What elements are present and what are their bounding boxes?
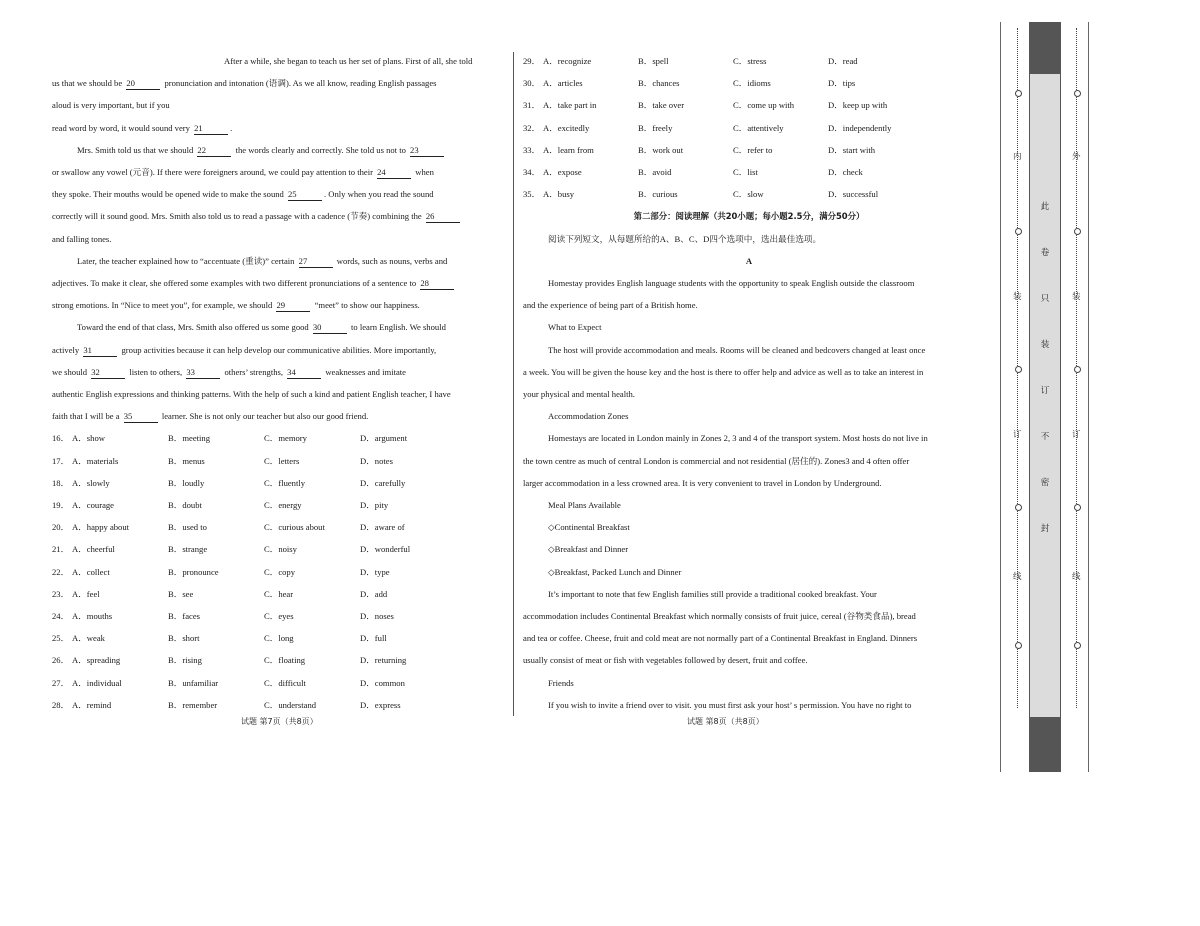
option-c: C．floating (264, 655, 306, 666)
question-number: 17． (52, 455, 70, 466)
option-a: A．slowly (72, 477, 110, 488)
binding-margin (1000, 22, 1090, 772)
option-a: A．individual (72, 677, 122, 688)
option-b: B．rising (168, 655, 202, 666)
option-a: A．weak (72, 633, 105, 644)
answer-blank: 33 (186, 366, 220, 379)
option-c: C．attentively (733, 122, 784, 133)
option-d: D．start with (828, 144, 876, 155)
passage-line: accommodation includes Continental Breakfast which normally consists of fruit juice, cereal (谷物类食品), bread (523, 611, 916, 622)
passage-line (52, 316, 504, 338)
option-d: D．carefully (360, 477, 406, 488)
option-b: B．pronounce (168, 566, 219, 577)
passage-line (52, 361, 504, 383)
option-c: C．come up with (733, 100, 795, 111)
binding-strip-char: 只 (1040, 294, 1050, 304)
binding-circle (1015, 366, 1022, 373)
passage-text: or swallow any vowel (元音). If there were foreigners around, we could pay attention to their (52, 167, 376, 178)
passage-text: adjectives. To make it clear, she offered some examples with two different pronunciations of a sentence to (52, 278, 419, 289)
option-c: C．letters (264, 455, 300, 466)
option-b: B．see (168, 588, 194, 599)
answer-blank: 25 (288, 188, 322, 201)
passage-text: strong emotions. In “Nice to meet you”, for example, we should (52, 300, 275, 311)
passage-line (52, 339, 504, 361)
option-d: D．type (360, 566, 390, 577)
option-c: C．slow (733, 189, 764, 200)
option-a: A．spreading (72, 655, 121, 666)
option-d: D．notes (360, 455, 393, 466)
option-b: B．avoid (638, 167, 672, 178)
passage-line: and the experience of being part of a British home. (523, 300, 698, 311)
question-number: 32． (523, 122, 541, 133)
option-row (523, 161, 975, 183)
option-d: D．read (828, 56, 858, 66)
option-row (523, 139, 975, 161)
question-number: 31． (523, 100, 541, 111)
option-c: C．eyes (264, 611, 294, 622)
passage-letter: A (745, 255, 753, 266)
option-b: B．doubt (168, 500, 202, 511)
option-d: D．full (360, 633, 387, 644)
option-b: B．chances (638, 78, 680, 89)
question-number: 34． (523, 167, 541, 178)
binding-circle (1015, 228, 1022, 235)
passage-text: After a while, she began to teach us her set of plans. First of all, she told (224, 56, 473, 66)
answer-blank: 20 (126, 77, 160, 90)
passage-line (52, 294, 504, 316)
binding-strip-char: 装 (1040, 340, 1050, 350)
passage-line: ◇Breakfast, Packed Lunch and Dinner (548, 566, 682, 577)
binding-char: 线 (1013, 572, 1022, 582)
option-a: A．articles (543, 78, 583, 89)
binding-strip-char: 不 (1040, 432, 1050, 442)
passage-line: a week. You will be given the house key and the host is there to offer help and advice as well as to take an interest in (523, 366, 924, 377)
option-a: A．mouths (72, 611, 113, 622)
option-d: D．noses (360, 611, 394, 622)
passage-line: Meal Plans Available (548, 500, 621, 511)
passage-text: listen to others, (127, 366, 185, 377)
passage-line: Friends (548, 677, 574, 688)
option-d: D．independently (828, 122, 892, 133)
option-c: C．difficult (264, 677, 306, 688)
option-row (52, 649, 504, 671)
binding-circle (1074, 642, 1081, 649)
binding-strip-char: 密 (1040, 478, 1050, 488)
option-row (52, 472, 504, 494)
option-row (52, 627, 504, 649)
option-c: C．idioms (733, 78, 771, 89)
option-c: C．understand (264, 699, 317, 710)
answer-blank: 29 (276, 299, 310, 312)
question-number: 30． (523, 78, 541, 89)
cloze-options-list (52, 427, 504, 716)
right-column (523, 50, 975, 716)
page-footer-left: 试题 第7页（共8页） (241, 717, 318, 726)
passage-text: learner. She is not only our teacher but also our good friend. (159, 411, 369, 422)
passage-text: “meet” to show our happiness. (312, 300, 420, 311)
binding-border-right (1088, 22, 1089, 772)
option-row (52, 605, 504, 627)
passage-line: usually consist of meat or fish with vegetables followed by desert, fruit and coffee. (523, 655, 808, 666)
question-number: 19． (52, 500, 70, 511)
option-row (52, 561, 504, 583)
passage-text: faith that I will be a (52, 411, 122, 422)
passage-text: Toward the end of that class, Mrs. Smith also offered us some good (77, 322, 311, 333)
answer-blank: 32 (91, 366, 125, 379)
passage-line (52, 72, 504, 94)
passage-line: your physical and mental health. (523, 389, 635, 400)
option-a: A．take part in (543, 100, 597, 111)
answer-blank: 35 (124, 410, 158, 423)
passage-line (52, 405, 504, 427)
binding-strip-top-block (1030, 22, 1060, 74)
passage-line (52, 383, 504, 405)
option-c: C．refer to (733, 144, 773, 155)
option-d: D．wonderful (360, 544, 411, 555)
passage-text: correctly will it sound good. Mrs. Smith also told us to read a passage with a cadence (节奏) combining the (52, 211, 424, 222)
option-row (52, 694, 504, 716)
passage-line: Homestay provides English language students with the opportunity to speak English outside the classroom (548, 278, 915, 289)
passage-text: actively (52, 344, 82, 355)
option-c: C．long (264, 633, 294, 644)
binding-strip-char: 订 (1040, 386, 1050, 396)
question-number: 35． (523, 189, 541, 200)
binding-strip-char: 卷 (1040, 248, 1050, 258)
option-c: C．stress (733, 56, 767, 66)
question-number: 21． (52, 544, 70, 555)
question-number: 27． (52, 677, 70, 688)
binding-char: 线 (1072, 572, 1081, 582)
option-row (523, 94, 975, 116)
passage-text: words, such as nouns, verbs and (334, 255, 448, 266)
binding-circle (1074, 90, 1081, 97)
section-instruction: 阅读下列短文，从每题所给的A、B、C、D四个选项中，选出最佳选项。 (548, 233, 822, 244)
option-row (52, 538, 504, 560)
option-d: D．pity (360, 500, 389, 511)
passage-line (52, 94, 504, 116)
option-d: D．keep up with (828, 100, 888, 111)
option-a: A．happy about (72, 522, 130, 533)
option-a: A．excitedly (543, 122, 590, 133)
question-number: 25． (52, 633, 70, 644)
answer-blank: 27 (299, 255, 333, 268)
passage-line (52, 272, 504, 294)
binding-circle (1074, 504, 1081, 511)
option-d: D．aware of (360, 522, 405, 533)
option-d: D．successful (828, 189, 879, 200)
binding-char: 装 (1013, 292, 1022, 302)
passage-text: to learn English. We should (348, 322, 446, 333)
option-row (52, 427, 504, 449)
passage-text: Mrs. Smith told us that we should (77, 144, 196, 155)
option-a: A．collect (72, 566, 110, 577)
page-footer-right: 试题 第8页（共8页） (687, 717, 764, 726)
passage-line: and tea or coffee. Cheese, fruit and cold meat are not normally part of a Continental Breakfast in England. Dinners (523, 633, 918, 644)
question-number: 22． (52, 566, 70, 577)
option-d: D．add (360, 588, 388, 599)
passage-text: read word by word, it would sound very (52, 122, 193, 133)
passage-text: . (230, 122, 233, 133)
passage-line: ◇Continental Breakfast (548, 522, 630, 533)
binding-circle (1015, 504, 1022, 511)
answer-blank: 30 (313, 321, 347, 334)
cloze-options-list-continued (523, 50, 975, 205)
passage-line: It’s important to note that few English families still provide a traditional cooked breakfast. Your (548, 588, 877, 599)
passage-line: If you wish to invite a friend over to visit. you must first ask your host’ s permission. You have no right to (548, 699, 912, 710)
binding-circle (1074, 366, 1081, 373)
option-d: D．express (360, 699, 401, 710)
reading-passage (523, 272, 975, 716)
option-b: B．menus (168, 455, 205, 466)
option-row (52, 450, 504, 472)
passage-text: aloud is very important, but if you (52, 100, 170, 111)
passage-line: Homestays are located in London mainly in Zones 2, 3 and 4 of the transport system. Most hosts do not live in (548, 433, 928, 444)
binding-strip (1029, 22, 1061, 772)
answer-blank: 34 (287, 366, 321, 379)
option-b: B．short (168, 633, 200, 644)
passage-text: weaknesses and imitate (323, 366, 406, 377)
passage-line (52, 161, 504, 183)
answer-blank: 26 (426, 210, 460, 223)
binding-char: 订 (1013, 430, 1022, 440)
option-c: C．fluently (264, 477, 306, 488)
passage-text: and falling tones. (52, 233, 112, 244)
passage-line (52, 139, 504, 161)
option-b: B．remember (168, 699, 218, 710)
option-a: A．busy (543, 189, 575, 200)
question-number: 16． (52, 433, 70, 444)
option-b: B．freely (638, 122, 673, 133)
passage-text: they spoke. Their mouths would be opened wide to make the sound (52, 189, 286, 200)
option-a: A．learn from (543, 144, 594, 155)
passage-text: others’ strengths, (222, 366, 286, 377)
option-a: A．recognize (543, 56, 592, 66)
binding-circle (1015, 642, 1022, 649)
cloze-passage (52, 50, 504, 427)
option-c: C．curious about (264, 522, 325, 533)
question-number: 23． (52, 588, 70, 599)
question-number: 33． (523, 144, 541, 155)
option-b: B．faces (168, 611, 200, 622)
passage-text: the words clearly and correctly. She told us not to (233, 144, 409, 155)
binding-circle (1074, 228, 1081, 235)
passage-line (52, 117, 504, 139)
passage-text: when (413, 167, 434, 178)
option-b: B．work out (638, 144, 684, 155)
passage-text: Later, the teacher explained how to “accentuate (重读)” certain (77, 255, 297, 266)
binding-char: 内 (1013, 152, 1022, 162)
option-a: A．cheerful (72, 544, 115, 555)
option-row (52, 494, 504, 516)
passage-text: group activities because it can help develop our communicative abilities. More importantly, (119, 344, 437, 355)
binding-strip-bottom-block (1030, 717, 1060, 772)
binding-char: 装 (1072, 292, 1081, 302)
option-c: C．copy (264, 566, 296, 577)
binding-char: 订 (1072, 430, 1081, 440)
binding-circle (1015, 90, 1022, 97)
option-a: A．courage (72, 500, 114, 511)
binding-char: 外 (1072, 152, 1081, 162)
passage-line (52, 250, 504, 272)
answer-blank: 31 (83, 344, 117, 357)
passage-line: larger accommodation in a less crowned area. It is very convenient to travel in London by Underground. (523, 477, 882, 488)
passage-text: . Only when you read the sound (323, 189, 434, 200)
option-c: C．noisy (264, 544, 297, 555)
option-row (52, 672, 504, 694)
question-number: 18． (52, 477, 70, 488)
option-c: C．energy (264, 500, 302, 511)
answer-blank: 23 (410, 144, 444, 157)
option-row (52, 583, 504, 605)
option-a: A．remind (72, 699, 112, 710)
passage-text: we should (52, 366, 90, 377)
option-b: B．curious (638, 189, 678, 200)
binding-strip-char: 封 (1040, 524, 1050, 534)
question-number: 29． (523, 56, 541, 66)
option-row (523, 50, 975, 72)
option-a: A．show (72, 433, 105, 444)
option-b: B．strange (168, 544, 208, 555)
answer-blank: 28 (420, 277, 454, 290)
option-a: A．materials (72, 455, 119, 466)
answer-blank: 24 (377, 166, 411, 179)
passage-line: What to Expect (548, 322, 602, 333)
passage-line (52, 205, 504, 227)
option-b: B．unfamiliar (168, 677, 219, 688)
passage-text: authentic English expressions and thinking patterns. With the help of such a kind and patient English teacher, I have (52, 389, 451, 400)
binding-border-left (1000, 22, 1001, 772)
option-row (523, 183, 975, 205)
passage-line (52, 228, 504, 250)
question-number: 20． (52, 522, 70, 533)
passage-line: ◇Breakfast and Dinner (548, 544, 629, 555)
passage-line: The host will provide accommodation and meals. Rooms will be cleaned and bedcovers changed at least once (548, 344, 926, 355)
passage-line: the town centre as much of central London is commercial and not residential (居住的). Zones3 and 4 often offer (523, 455, 910, 466)
option-d: D．common (360, 677, 405, 688)
option-d: D．tips (828, 78, 856, 89)
column-divider (513, 52, 514, 716)
question-number: 26． (52, 655, 70, 666)
question-number: 24． (52, 611, 70, 622)
option-row (523, 117, 975, 139)
option-row (523, 72, 975, 94)
section-title: 第二部分：阅读理解（共20小题；每小题2.5分，满分50分） (633, 211, 865, 222)
option-b: B．loudly (168, 477, 205, 488)
option-a: A．feel (72, 588, 100, 599)
option-b: B．meeting (168, 433, 211, 444)
option-row (52, 516, 504, 538)
option-c: C．list (733, 167, 758, 178)
option-d: D．returning (360, 655, 407, 666)
option-b: B．take over (638, 100, 685, 111)
option-c: C．memory (264, 433, 307, 444)
option-d: D．check (828, 167, 863, 178)
option-c: C．hear (264, 588, 294, 599)
binding-strip-char: 此 (1040, 202, 1050, 212)
answer-blank: 22 (197, 144, 231, 157)
passage-text: pronunciation and intonation (语调). As we all know, reading English passages (162, 78, 437, 89)
question-number: 28． (52, 699, 70, 710)
passage-line (52, 50, 504, 72)
passage-line (52, 183, 504, 205)
option-d: D．argument (360, 433, 408, 444)
option-b: B．spell (638, 56, 669, 66)
passage-line: Accommodation Zones (548, 411, 629, 422)
option-a: A．expose (543, 167, 582, 178)
answer-blank: 21 (194, 122, 228, 135)
option-b: B．used to (168, 522, 207, 533)
left-column (52, 50, 504, 716)
passage-text: us that we should be (52, 78, 125, 89)
